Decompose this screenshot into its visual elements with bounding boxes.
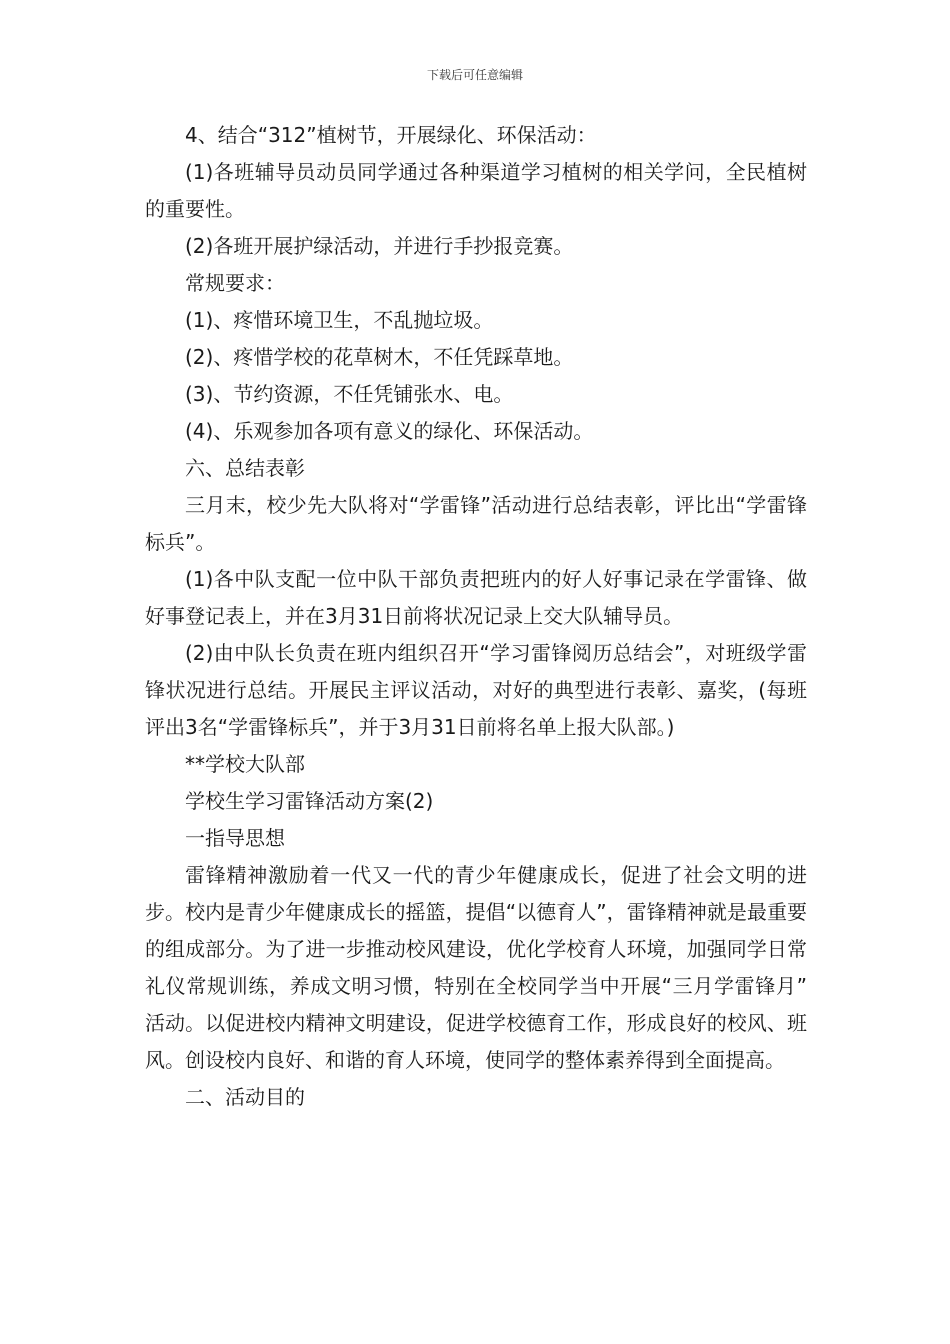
paragraph-guiding-thought: 雷锋精神激励着一代又一代的青少年健康成长，促进了社会文明的进步。校内是青少年健康成长的摇篮，提倡“以德育人”，雷锋精神就是最重要的组成部分。为了进一步推动校风建设，优化学校育人环境，加强同学日常礼仪常规训练，养成文明习惯，特别在全校同学当中开展“三月学雷锋月” 活动。以促进校内精神文明建设，促进学校德育工作，形成良好的校风、班风。创设校内良好、和谐的育人环境，使同学的整体素养得到全面提高。 [145,863,807,1072]
page-header: 下载后可任意编辑 [426,68,523,82]
paragraph-requirement-1: (1)、疼惜环境卫生，不乱抛垃圾。 [185,308,494,332]
paragraph-requirement-4: (4)、乐观参加各项有意义的绿化、环保活动。 [185,419,594,443]
section-heading-activity-purpose: 二、活动目的 [185,1085,305,1109]
paragraph-plan-title: 学校生学习雷锋活动方案(2) [185,789,434,813]
document-body [145,117,807,1116]
paragraph-requirement-2: (2)、疼惜学校的花草树木，不任凭踩草地。 [185,345,574,369]
paragraph-summary-item-1: (1)各中队支配一位中队干部负责把班内的好人好事记录在学雷锋、做好事登记表上，并在3月31日前将状况记录上交大队辅导员。 [145,567,807,628]
paragraph-requirement-3: (3)、节约资源，不任凭铺张水、电。 [185,382,514,406]
section-heading-guiding-thought: 一指导思想 [185,826,285,850]
paragraph-summary: 三月末，校少先大队将对“学雷锋”活动进行总结表彰，评比出“学雷锋标兵”。 [145,493,807,554]
paragraph-planting-day: 4、结合“312”植树节，开展绿化、环保活动： [185,123,597,147]
section-heading-summary: 六、总结表彰 [185,456,305,480]
paragraph-requirements-heading: 常规要求： [185,271,285,295]
paragraph-item-2: (2)各班开展护绿活动，并进行手抄报竞赛。 [185,234,574,258]
paragraph-summary-item-2: (2)由中队长负责在班内组织召开“学习雷锋阅历总结会”，对班级学雷锋状况进行总结。开展民主评议活动，对好的典型进行表彰、嘉奖，(每班评出3名“学雷锋标兵”，并于3月31日前将名单上报大队部。) [145,641,807,739]
paragraph-item-1: (1)各班辅导员动员同学通过各种渠道学习植树的相关学问，全民植树的重要性。 [145,160,807,221]
paragraph-signature: **学校大队部 [185,752,305,776]
